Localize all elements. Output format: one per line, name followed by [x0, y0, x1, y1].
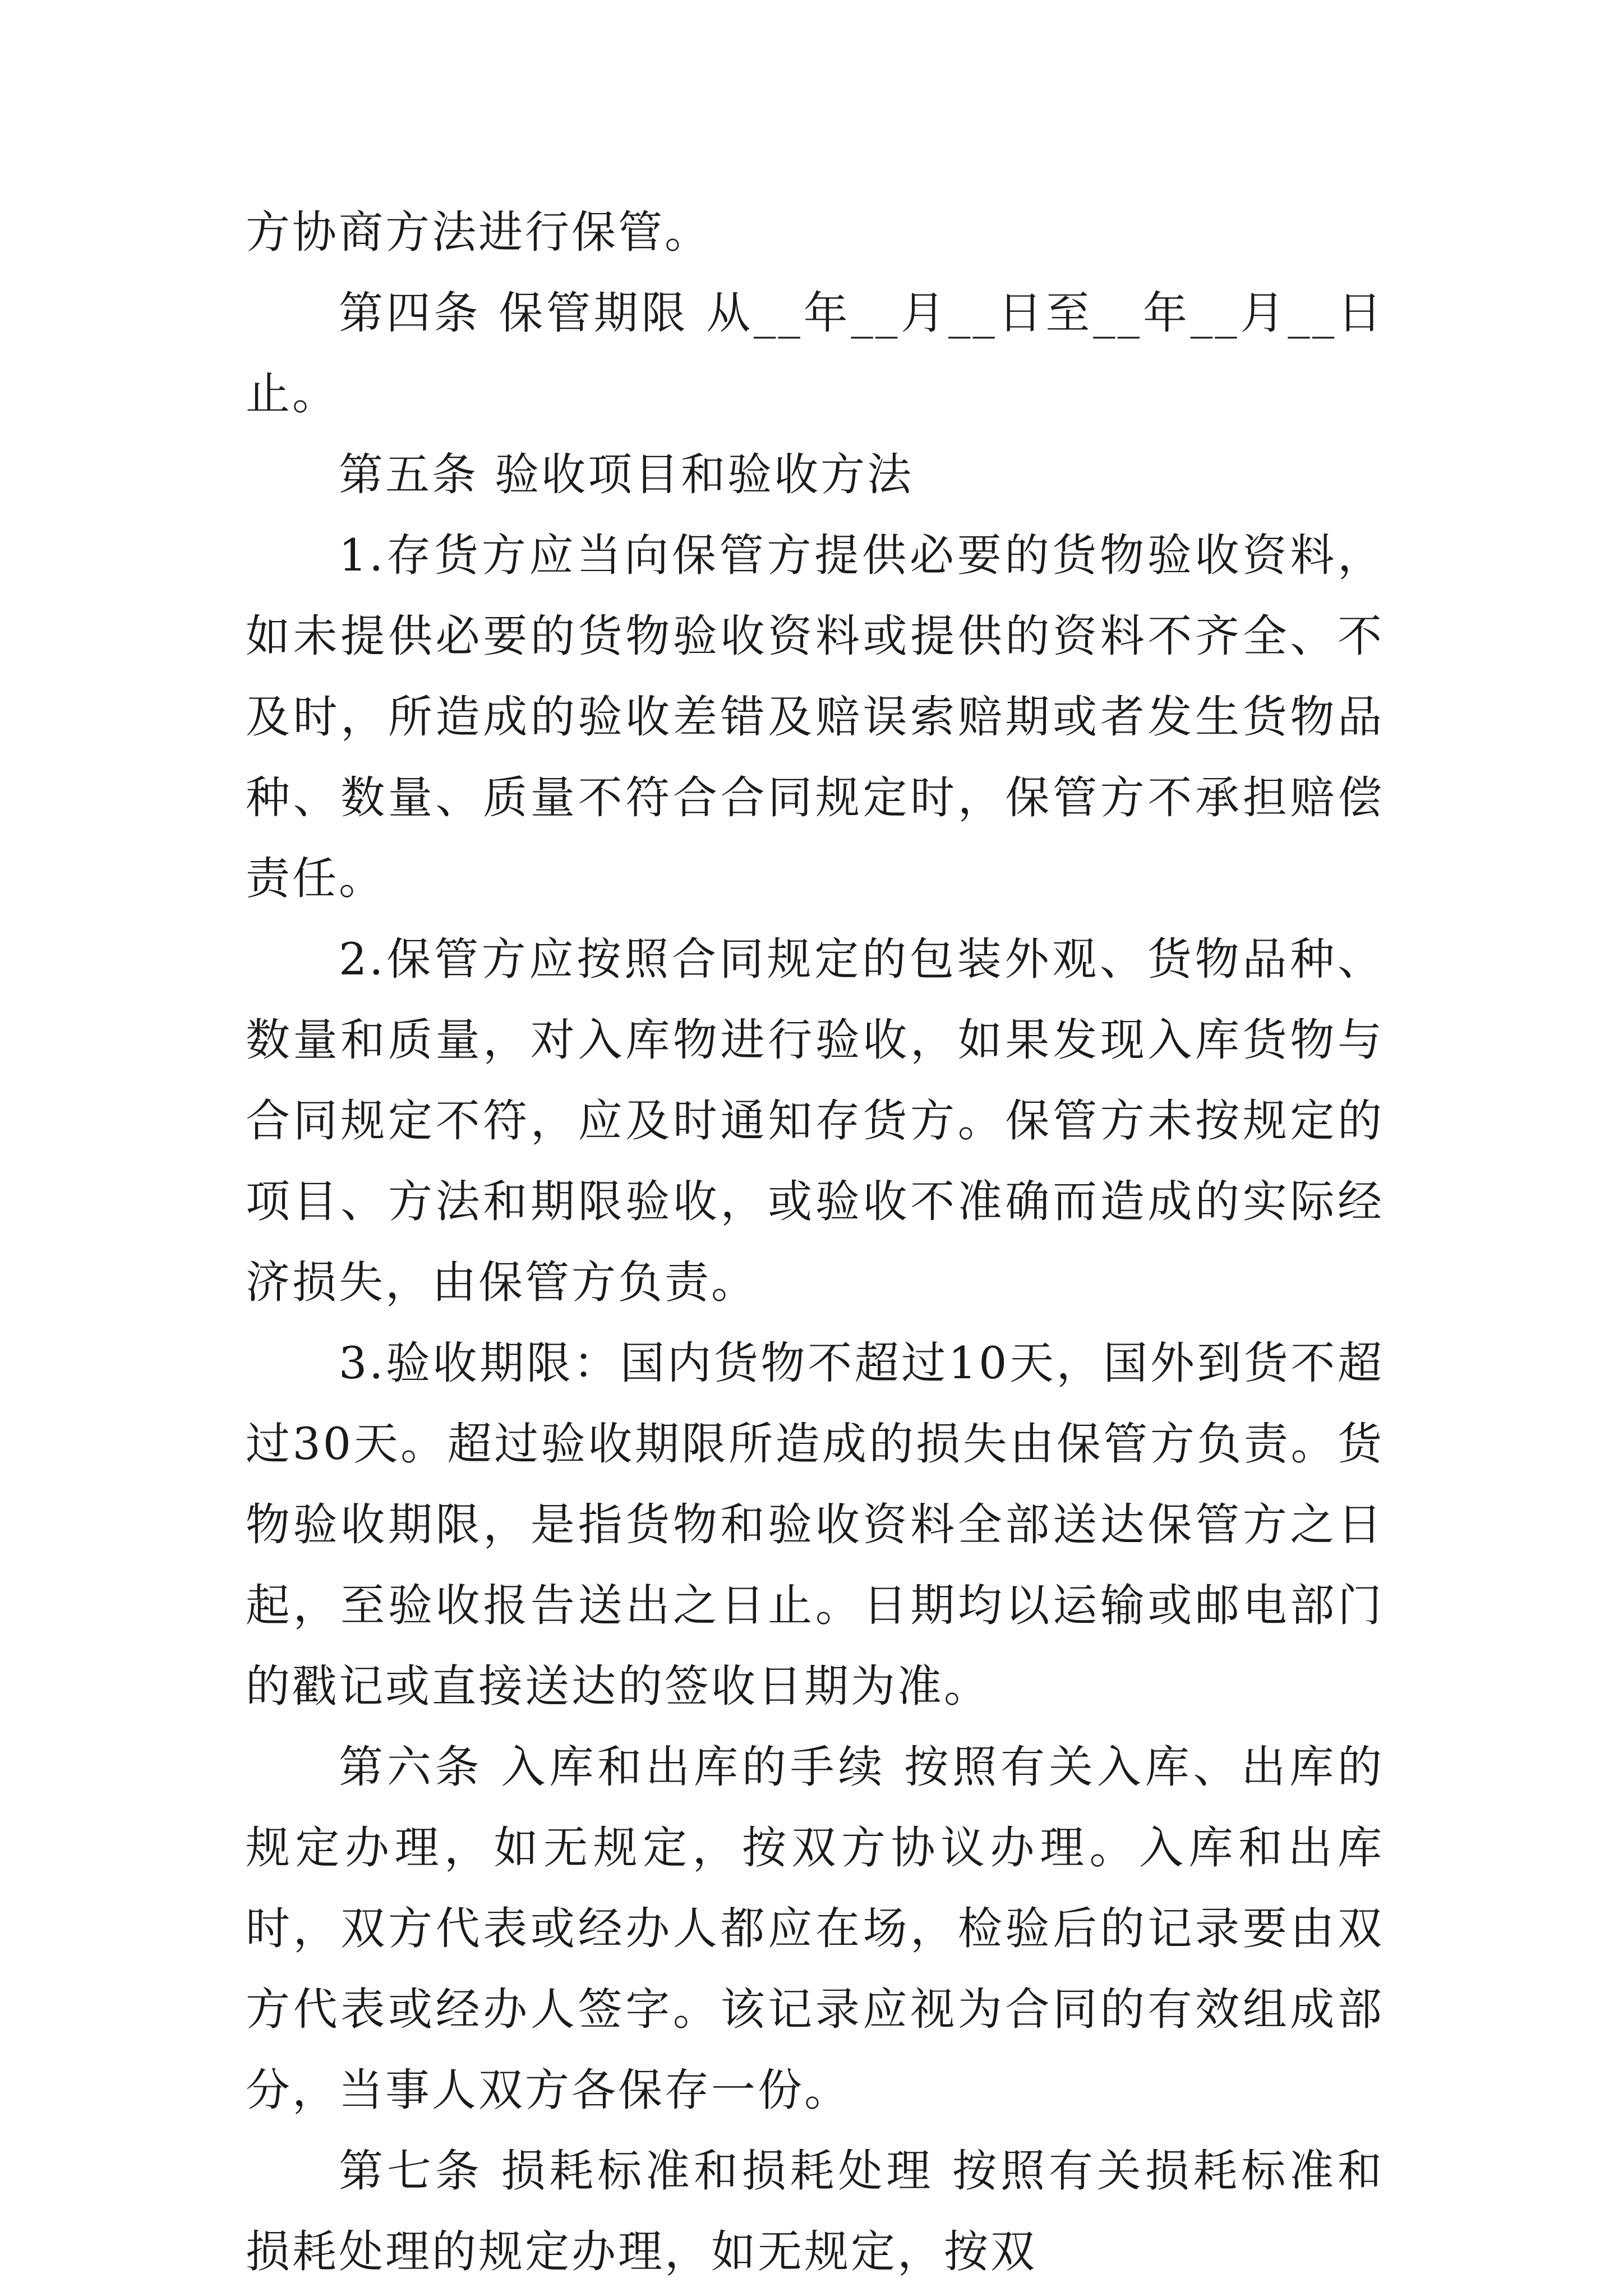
- document-body: [246, 192, 1384, 2292]
- paragraph-article-7: 第七条 损耗标准和损耗处理 按照有关损耗标准和损耗处理的规定办理，如无规定，按双: [246, 2145, 1384, 2277]
- paragraph-article-4: 第四条 保管期限 从__年__月__日至__年__月__日止。: [246, 287, 1384, 420]
- paragraph-article-5-item-1: 1.存货方应当向保管方提供必要的货物验收资料，如未提供必要的货物验收资料或提供的资料不齐全、不及时，所造成的验收差错及赔误索赔期或者发生货物品种、数量、质量不符合合同规定时，保管方不承担赔偿责任。: [246, 530, 1384, 904]
- paragraph-article-5-heading: 第五条 验收项目和验收方法: [339, 449, 914, 500]
- paragraph-continuation: 方协商方法进行保管。: [246, 206, 711, 258]
- paragraph-article-5-item-3: 3.验收期限：国内货物不超过10天，国外到货不超过30天。超过验收期限所造成的损失由保管方负责。货物验收期限，是指货物和验收资料全部送达保管方之日起，至验收报告送出之日止。日期均以运输或邮电部门的戳记或直接送达的签收日期为准。: [246, 1337, 1384, 1712]
- paragraph-article-6: 第六条 入库和出库的手续 按照有关入库、出库的规定办理，如无规定，按双方协议办理。入库和出库时，双方代表或经办人都应在场，检验后的记录要由双方代表或经办人签字。该记录应视为合同的有效组成部分，当事人双方各保存一份。: [246, 1741, 1384, 2116]
- paragraph-article-5-item-2: 2.保管方应按照合同规定的包装外观、货物品种、数量和质量，对入库物进行验收，如果发现入库货物与合同规定不符，应及时通知存货方。保管方未按规定的项目、方法和期限验收，或验收不准确而造成的实际经济损失，由保管方负责。: [246, 933, 1384, 1308]
